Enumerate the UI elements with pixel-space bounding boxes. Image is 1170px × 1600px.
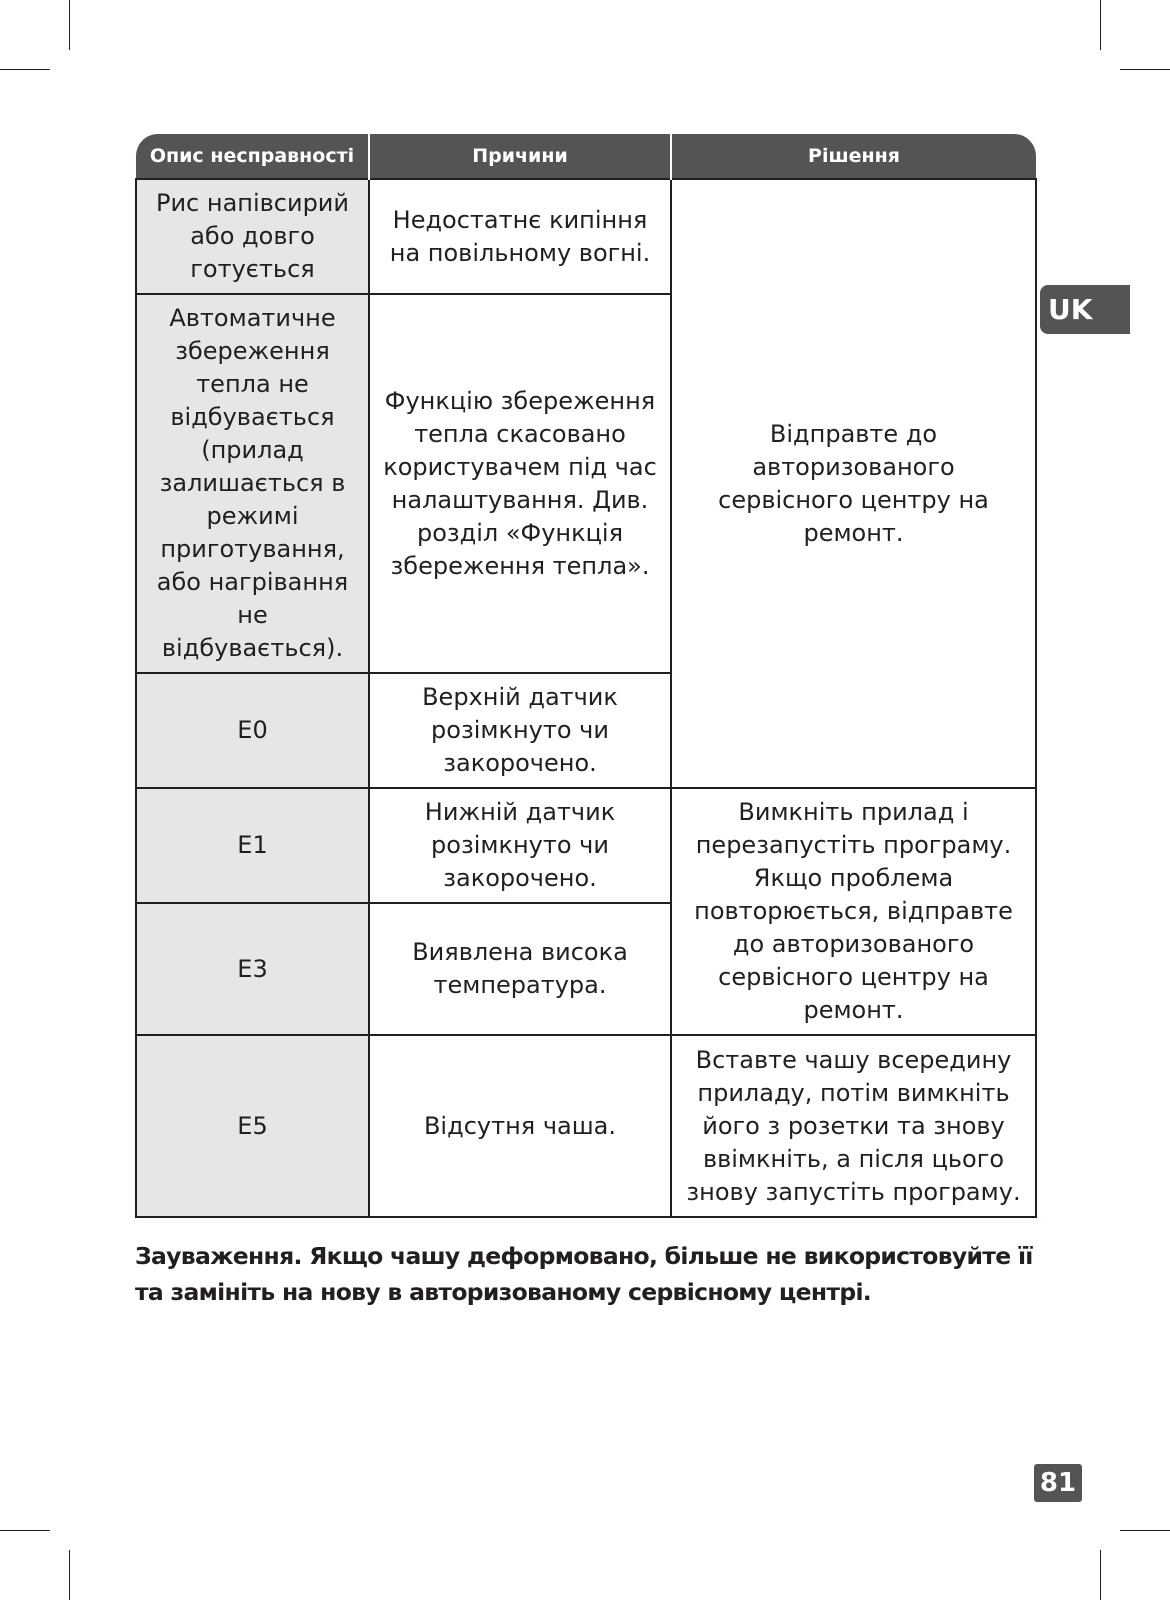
troubleshooting-table [135, 134, 1037, 1218]
cause-cell: Недостатнє кипіння на повільному вогні. [369, 179, 671, 294]
cause-cell: Виявлена висока температура. [369, 903, 671, 1035]
solution-cell: Вимкніть прилад і перезапустіть програму. Якщо проблема повторюється, відправте до авторизованого сервісного центру на ремонт. [671, 788, 1036, 1035]
cause-cell: Відсутня чаша. [369, 1035, 671, 1217]
crop-mark [1100, 0, 1101, 50]
crop-mark [1120, 1530, 1170, 1531]
fault-description-cell: E1 [136, 788, 369, 903]
crop-mark [0, 1530, 50, 1531]
crop-mark [69, 1550, 70, 1600]
table-row [136, 788, 1036, 903]
page-number: 81 [1034, 1464, 1082, 1502]
fault-description-cell: E3 [136, 903, 369, 1035]
language-tab: UK [1040, 285, 1130, 334]
fault-description-cell: E5 [136, 1035, 369, 1217]
cause-cell: Верхній датчик розімкнуто чи закорочено. [369, 673, 671, 788]
fault-description-cell: Рис напівсирий або довго готується [136, 179, 369, 294]
crop-mark [1100, 1550, 1101, 1600]
table-header-row [136, 134, 1036, 179]
crop-mark [1120, 69, 1170, 70]
table-row [136, 179, 1036, 294]
note-text: Зауваження. Якщо чашу деформовано, більше не використовуйте її та замініть на нову в авторизованому сервісному центрі. [135, 1242, 1033, 1306]
table-row [136, 1035, 1036, 1217]
header-causes: Причини [369, 134, 671, 179]
header-solutions: Рішення [671, 134, 1036, 179]
cause-cell: Нижній датчик розімкнуто чи закорочено. [369, 788, 671, 903]
solution-cell: Вставте чашу всередину приладу, потім вимкніть його з розетки та знову ввімкніть, а після цього знову запустіть програму. [671, 1035, 1036, 1217]
cause-cell: Функцію збереження тепла скасовано користувачем під час налаштування. Див. розділ «Функція збереження тепла». [369, 294, 671, 673]
crop-mark [0, 69, 50, 70]
crop-mark [69, 0, 70, 50]
fault-description-cell: Автоматичне збереження тепла не відбувається (прилад залишається в режимі приготування, або нагрівання не відбувається). [136, 294, 369, 673]
fault-description-cell: E0 [136, 673, 369, 788]
header-fault-description: Опис несправності [136, 134, 369, 179]
solution-cell: Відправте до авторизованого сервісного центру на ремонт. [671, 179, 1036, 788]
